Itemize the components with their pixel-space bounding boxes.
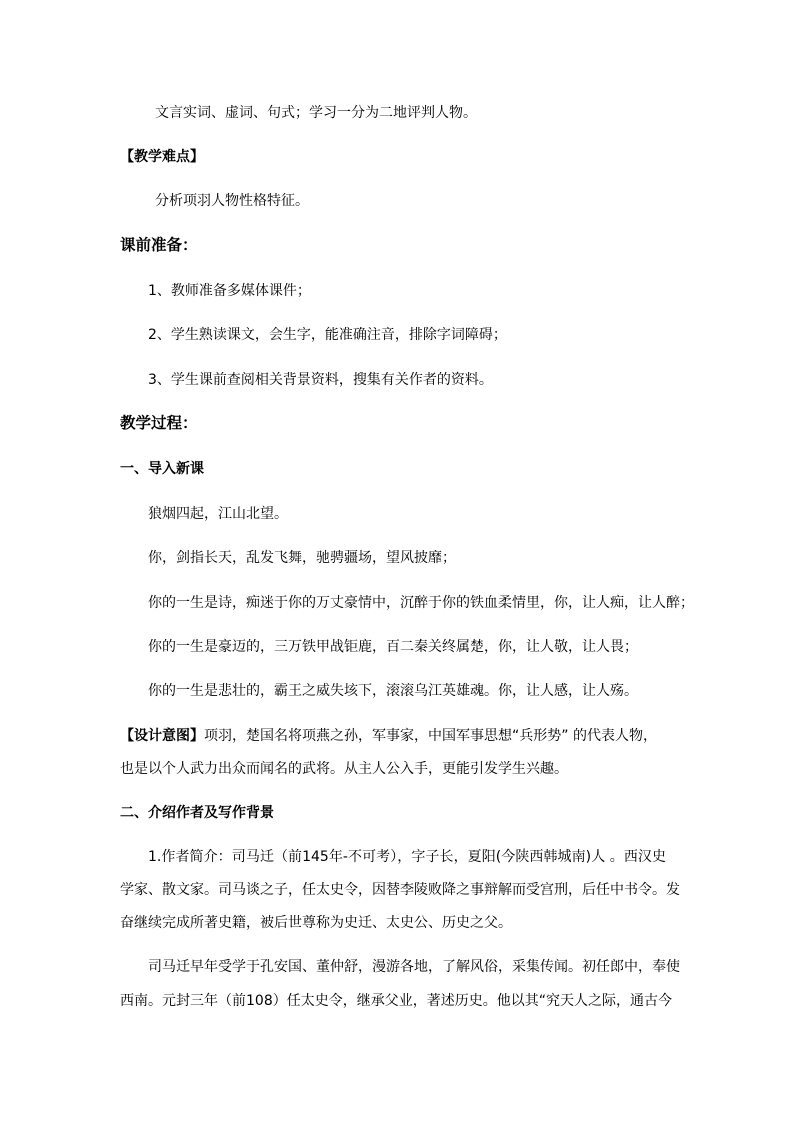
section2-heading: 二、介绍作者及写作背景 <box>120 805 274 821</box>
design-intent-line <box>120 727 657 745</box>
difficulty-text: 分析项羽人物性格特征。 <box>155 193 309 209</box>
intro-line: 你，剑指长天，乱发飞舞，驰骋疆场，望风披靡； <box>148 550 456 566</box>
author-line: 学家、散文家。司马谈之子，任太史令，因替李陵败降之事辩解而受宫刑，后任中书令。发 <box>120 882 680 898</box>
author-line: 1.作者简介：司马迁（前145年-不可考），字子长，夏阳(今陕西韩城南)人 。西汉史 <box>148 849 666 865</box>
intro-line: 你的一生是豪迈的，三万铁甲战钜鹿，百二秦关终属楚，你，让人敬，让人畏； <box>148 639 638 655</box>
design-intent-label: 【设计意图】 <box>120 728 204 744</box>
prep-item: 3、学生课前查阅相关背景资料，搜集有关作者的资料。 <box>148 372 493 388</box>
bio-line: 司马迁早年受学于孔安国、董仲舒，漫游各地，了解风俗，采集传闻。初任郎中，奉使 <box>148 959 680 975</box>
bio-line: 西南。元封三年（前108）任太史令，继承父业，著述历史。他以其“究天人之际，通古今 <box>120 993 672 1009</box>
design-intent-text: 项羽，楚国名将项燕之孙，军事家，中国军事思想“兵形势” 的代表人物， <box>204 728 657 744</box>
design-intent-line: 也是以个人武力出众而闻名的武将。从主人公入手，更能引发学生兴趣。 <box>120 761 568 777</box>
prep-item: 2、学生熟读课文，会生字，能准确注音，排除字词障碍； <box>148 327 507 343</box>
difficulty-heading: 【教学难点】 <box>120 149 204 165</box>
intro-line: 你的一生是悲壮的，霸王之威失垓下，滚滚乌江英雄魂。你，让人感，让人殇。 <box>148 683 638 699</box>
intro-line: 狼烟四起，江山北望。 <box>148 506 288 522</box>
prep-heading: 课前准备： <box>120 236 198 254</box>
prep-item: 1、教师准备多媒体课件； <box>148 283 311 299</box>
process-heading: 教学过程： <box>120 414 198 432</box>
author-line: 奋继续完成所著史籍，被后世尊称为史迁、太史公、历史之父。 <box>120 915 512 931</box>
section1-heading: 一、导入新课 <box>120 461 204 477</box>
intro-line: 你的一生是诗，痴迷于你的万丈豪情中，沉醉于你的铁血柔情里，你，让人痴，让人醉； <box>148 595 694 611</box>
objectives-text: 文言实词、虚词、句式；学习一分为二地评判人物。 <box>155 105 477 121</box>
